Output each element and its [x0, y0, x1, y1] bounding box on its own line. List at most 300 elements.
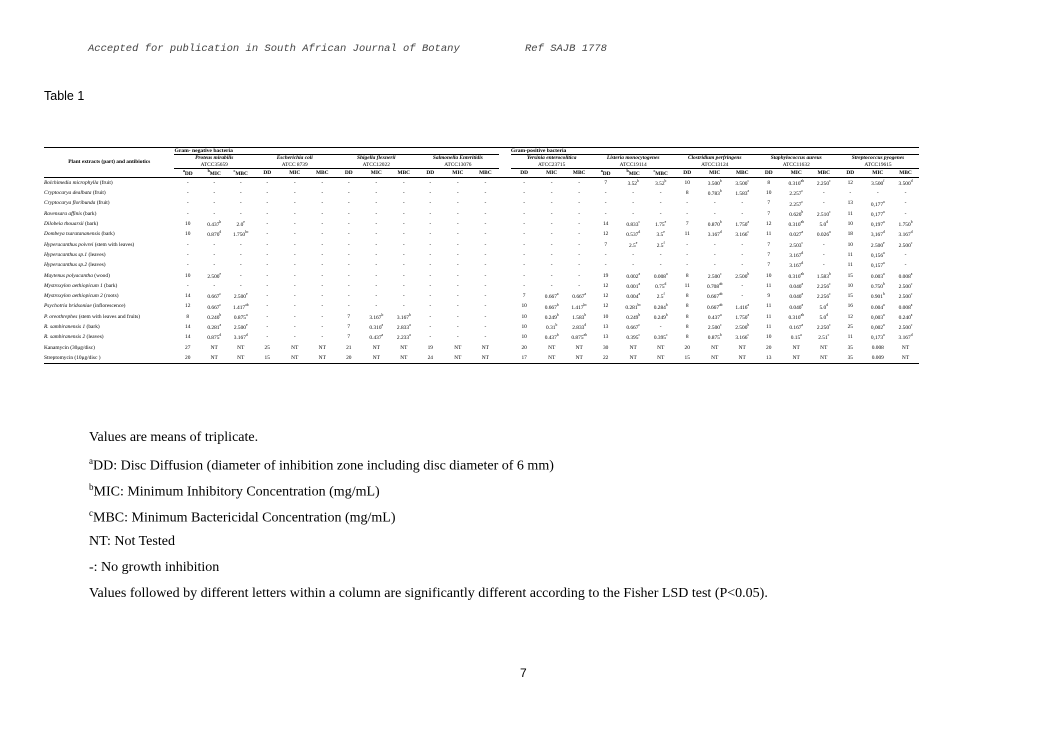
value-cell: 0.901$^b$: [870, 292, 885, 301]
value-cell: -: [402, 272, 405, 279]
table-row: [44, 301, 919, 311]
value-cell: NT: [901, 354, 910, 361]
value-cell: 5.0$^d$: [819, 312, 829, 321]
value-cell: 10: [185, 272, 191, 279]
value-cell: NT: [792, 344, 800, 351]
value-cell: -: [402, 251, 405, 258]
value-cell: -: [713, 262, 716, 269]
value-cell: -: [213, 241, 216, 248]
value-cell: 12: [847, 179, 853, 186]
value-cell: -: [321, 324, 324, 331]
value-cell: -: [604, 262, 607, 269]
value-cell: 10: [766, 190, 772, 197]
value-cell: -: [632, 200, 635, 207]
sub-header: DD: [263, 169, 272, 176]
value-cell: -: [347, 262, 350, 269]
value-cell: NT: [629, 354, 637, 361]
value-cell: NT: [481, 354, 489, 361]
value-cell: -: [686, 241, 689, 248]
value-cell: -: [578, 221, 581, 228]
value-cell: 2.500$^b$: [735, 323, 750, 331]
value-cell: 20: [521, 344, 527, 351]
organism-name: Yersinia enterocolitica: [526, 155, 577, 162]
value-cell: NT: [318, 344, 326, 351]
value-cell: -: [484, 190, 487, 197]
value-cell: -: [713, 251, 716, 258]
value-cell: -: [741, 241, 744, 248]
value-cell: -: [186, 282, 189, 289]
value-cell: -: [550, 251, 553, 258]
value-cell: 18: [847, 231, 853, 238]
value-cell: 7: [767, 241, 771, 248]
value-cell: 1.750$^b$: [898, 220, 913, 228]
value-cell: 0,197$^a$: [870, 220, 885, 228]
value-cell: 1.750$^a$: [735, 312, 750, 321]
value-cell: -: [239, 190, 242, 197]
value-cell: 8: [685, 293, 689, 300]
value-cell: 3.52$^b$: [627, 178, 639, 187]
value-cell: -: [550, 179, 553, 186]
value-cell: 8: [685, 334, 689, 341]
value-cell: 0.167$^a$: [789, 323, 804, 331]
value-cell: -: [321, 313, 324, 320]
value-cell: -: [686, 262, 689, 269]
value-cell: -: [484, 334, 487, 341]
value-cell: -: [456, 231, 459, 238]
value-cell: -: [347, 251, 350, 258]
value-cell: -: [293, 200, 296, 207]
table-notes: [89, 430, 768, 612]
value-cell: -: [456, 334, 459, 341]
value-cell: -: [456, 210, 459, 217]
value-cell: 14: [185, 334, 191, 341]
value-cell: NT: [820, 354, 828, 361]
value-cell: 3.167$^d$: [898, 333, 913, 342]
value-cell: -: [578, 241, 581, 248]
value-cell: -: [429, 303, 432, 310]
atcc-code: ATCC19114: [592, 162, 674, 169]
value-cell: 0.667$^{ab}$: [706, 302, 723, 311]
value-cell: -: [347, 200, 350, 207]
value-cell: -: [266, 251, 269, 258]
value-cell: -: [523, 221, 526, 228]
value-cell: -: [293, 293, 296, 300]
value-cell: 0.281$^{bc}$: [625, 302, 641, 311]
value-cell: -: [659, 251, 662, 258]
value-cell: -: [321, 200, 324, 207]
value-cell: -: [293, 241, 296, 248]
value-cell: 35: [847, 344, 853, 351]
value-cell: 0.249$^b$: [544, 312, 559, 321]
value-cell: -: [484, 231, 487, 238]
value-cell: -: [578, 251, 581, 258]
value-cell: -: [876, 190, 879, 197]
value-cell: -: [375, 303, 378, 310]
atcc-code: ATCC12022: [336, 162, 418, 169]
value-cell: -: [686, 200, 689, 207]
table-row: [44, 353, 919, 364]
value-cell: 10: [684, 179, 690, 186]
value-cell: 0.395$^c$: [653, 333, 668, 342]
value-cell: 5.0$^d$: [819, 220, 829, 228]
value-cell: -: [523, 190, 526, 197]
value-cell: 2.833$^a$: [396, 323, 411, 331]
extract-name: P. oreothrephes (stem with leaves and fruits): [44, 313, 141, 320]
value-cell: -: [484, 241, 487, 248]
value-cell: 14: [602, 221, 609, 228]
value-cell: 0.750$^b$: [870, 281, 885, 290]
value-cell: 0.040$^a$: [789, 302, 804, 311]
value-cell: NT: [711, 344, 719, 351]
value-cell: -: [321, 210, 324, 217]
value-cell: NT: [548, 354, 556, 361]
value-cell: -: [604, 210, 607, 217]
column-header-extracts: Plant extracts (part) and antibiotics: [68, 158, 151, 165]
value-cell: -: [686, 251, 689, 258]
value-cell: 10: [847, 241, 853, 248]
value-cell: -: [266, 272, 269, 279]
value-cell: -: [659, 324, 662, 331]
sub-header: MBC: [315, 169, 329, 176]
value-cell: 7: [767, 251, 771, 258]
value-cell: 13: [602, 324, 609, 331]
value-cell: 35: [847, 354, 853, 361]
extract-name: Dilobeia thouarsii (bark): [44, 221, 99, 228]
value-cell: NT: [454, 344, 462, 351]
value-cell: 10: [847, 221, 853, 228]
value-cell: 3.167$^b$: [396, 312, 411, 321]
value-cell: -: [429, 231, 432, 238]
atcc-code: ATCC19615: [837, 162, 919, 169]
value-cell: 7: [767, 210, 771, 217]
value-cell: 11: [766, 313, 772, 320]
page-number: 7: [520, 666, 527, 680]
value-cell: 0.009: [871, 354, 884, 361]
value-cell: -: [741, 200, 744, 207]
value-cell: -: [523, 200, 526, 207]
value-cell: -: [741, 293, 744, 300]
organism-name: Proteus mirabilis: [195, 155, 234, 162]
value-cell: -: [213, 282, 216, 289]
value-cell: 12: [602, 293, 609, 300]
value-cell: 10: [521, 324, 527, 331]
value-cell: -: [523, 251, 526, 258]
value-cell: -: [213, 200, 216, 207]
value-cell: -: [402, 241, 405, 248]
value-cell: -: [375, 282, 378, 289]
table-row: [44, 209, 919, 219]
value-cell: 2.503$^c$: [789, 240, 804, 249]
value-cell: -: [321, 293, 324, 300]
value-cell: -: [429, 324, 432, 331]
value-cell: -: [659, 262, 662, 269]
value-cell: -: [186, 241, 189, 248]
value-cell: 1.583$^a$: [735, 189, 750, 198]
gap-cell: [499, 219, 511, 229]
table-row: [44, 240, 919, 250]
organism-row: [44, 155, 919, 162]
value-cell: NT: [657, 344, 665, 351]
organism-name: Shigella flexnerii: [357, 155, 396, 162]
value-cell: 11: [847, 210, 853, 217]
value-cell: 5.0$^d$: [819, 302, 829, 311]
value-cell: -: [523, 272, 526, 279]
value-cell: 20: [185, 354, 191, 361]
value-cell: 10: [766, 272, 772, 279]
value-cell: 3.167$^b$: [369, 312, 384, 321]
value-cell: -: [347, 210, 350, 217]
value-cell: 25: [264, 344, 270, 351]
organism-name: Escherichia coli: [276, 155, 313, 162]
table-row: [44, 343, 919, 353]
value-cell: -: [713, 210, 716, 217]
value-cell: -: [266, 293, 269, 300]
value-cell: 0.437$^b$: [207, 220, 222, 228]
value-cell: -: [266, 221, 269, 228]
gap-cell: [499, 229, 511, 239]
value-cell: 2.500$^b$: [735, 271, 750, 280]
value-cell: 10: [521, 303, 527, 310]
gap-cell: [499, 148, 511, 155]
value-cell: -: [429, 313, 432, 320]
value-cell: -: [741, 210, 744, 217]
value-cell: -: [523, 241, 526, 248]
value-cell: -: [456, 313, 459, 320]
value-cell: -: [347, 179, 350, 186]
value-cell: -: [375, 262, 378, 269]
value-cell: 11: [847, 251, 853, 258]
value-cell: 3,167$^d$: [870, 230, 885, 239]
extract-name: Ravensara affinis (bark): [44, 210, 97, 217]
value-cell: 17: [521, 354, 527, 361]
value-cell: 0,003$^a$: [870, 312, 885, 321]
value-cell: 13: [766, 354, 772, 361]
value-cell: 1.750$^{bc}$: [232, 230, 249, 239]
value-cell: NT: [400, 354, 408, 361]
value-cell: -: [741, 251, 744, 258]
gap-cell: [499, 291, 511, 301]
value-cell: NT: [481, 344, 489, 351]
value-cell: 0.008$^a$: [898, 271, 913, 280]
value-cell: -: [456, 262, 459, 269]
extract-name: Hyperacanthus sp.1 (leaves): [44, 251, 106, 258]
gap-cell: [499, 260, 511, 270]
value-cell: -: [904, 190, 907, 197]
value-cell: -: [578, 179, 581, 186]
value-cell: 0.667$^a$: [572, 292, 587, 301]
value-cell: 0.004$^a$: [626, 292, 641, 301]
value-cell: -: [266, 262, 269, 269]
gap-cell: [499, 240, 511, 250]
value-cell: 19: [602, 272, 609, 279]
value-cell: 0.008$^a$: [898, 302, 913, 311]
sub-header: MIC: [709, 169, 721, 176]
value-cell: 7: [767, 262, 771, 269]
value-cell: 2.250$^c$: [816, 323, 831, 331]
value-cell: -: [484, 221, 487, 228]
subheader-row: [44, 168, 919, 177]
sub-header: DD: [683, 169, 692, 176]
value-cell: 7: [347, 324, 351, 331]
gap-cell: [499, 168, 511, 177]
value-cell: -: [293, 210, 296, 217]
value-cell: 0.708$^{ab}$: [706, 281, 723, 290]
value-cell: NT: [210, 344, 218, 351]
value-cell: 2.5$^f$: [656, 240, 665, 249]
sub-header: MIC: [370, 169, 382, 176]
value-cell: -: [347, 293, 350, 300]
value-cell: -: [429, 241, 432, 248]
value-cell: -: [904, 210, 907, 217]
sub-header: DD: [846, 169, 855, 176]
value-cell: 2.500e: [233, 323, 248, 331]
value-cell: -: [429, 200, 432, 207]
value-cell: -: [456, 293, 459, 300]
value-cell: -: [604, 200, 607, 207]
value-cell: -: [578, 231, 581, 238]
value-cell: -: [550, 282, 553, 289]
value-cell: 10: [766, 334, 772, 341]
value-cell: 0.31$^b$: [546, 323, 558, 331]
value-cell: -: [375, 200, 378, 207]
value-cell: 0.875$^b$: [707, 333, 722, 342]
value-cell: -: [402, 190, 405, 197]
value-cell: NT: [237, 354, 245, 361]
value-cell: -: [578, 190, 581, 197]
value-cell: -: [659, 190, 662, 197]
value-cell: -: [550, 262, 553, 269]
gap-cell: [499, 198, 511, 208]
atcc-code: ATCC23715: [511, 162, 593, 169]
value-cell: -: [293, 334, 296, 341]
value-cell: -: [239, 200, 242, 207]
value-cell: -: [550, 190, 553, 197]
value-cell: -: [713, 200, 716, 207]
value-cell: -: [456, 303, 459, 310]
value-cell: NT: [372, 354, 380, 361]
value-cell: -: [239, 241, 242, 248]
value-cell: 15: [847, 293, 853, 300]
gap-cell: [499, 353, 511, 364]
value-cell: -: [822, 200, 825, 207]
value-cell: 2.256$^c$: [816, 292, 831, 301]
value-cell: 11: [684, 231, 690, 238]
value-cell: -: [375, 272, 378, 279]
value-cell: -: [402, 200, 405, 207]
sub-header: $^a$DD: [600, 168, 611, 177]
gap-cell: [499, 250, 511, 260]
value-cell: -: [429, 190, 432, 197]
value-cell: -: [429, 221, 432, 228]
value-cell: 10: [521, 334, 527, 341]
value-cell: NT: [318, 354, 326, 361]
value-cell: 2.833$^d$: [572, 323, 587, 331]
gap-cell: [499, 271, 511, 281]
value-cell: 11: [847, 334, 853, 341]
value-cell: -: [239, 282, 242, 289]
value-cell: -: [321, 282, 324, 289]
value-cell: 3.167$^d$: [789, 261, 804, 270]
value-cell: 12: [602, 282, 609, 289]
sub-header: MIC: [790, 169, 802, 176]
value-cell: -: [321, 241, 324, 248]
sub-header: DD: [344, 169, 353, 176]
sub-header: MIC: [289, 169, 301, 176]
value-cell: 1.75e: [655, 220, 667, 228]
value-cell: -: [293, 262, 296, 269]
value-cell: 0.537$^d$: [626, 230, 641, 239]
value-cell: 0.249$^b$: [626, 312, 641, 321]
value-cell: -: [429, 210, 432, 217]
value-cell: 0.040$^a$: [789, 281, 804, 290]
extract-name: Kanamycin (30μg/disc): [44, 344, 95, 351]
value-cell: -: [429, 272, 432, 279]
value-cell: -: [484, 262, 487, 269]
sub-header: MIC: [452, 169, 464, 176]
value-cell: -: [904, 262, 907, 269]
gap-cell: [499, 322, 511, 332]
value-cell: 8: [685, 190, 689, 197]
value-cell: 2.500$^c$: [707, 271, 722, 280]
value-cell: -: [550, 272, 553, 279]
value-cell: -: [604, 251, 607, 258]
value-cell: 0.002$^a$: [626, 271, 641, 280]
value-cell: -: [523, 262, 526, 269]
gap-cell: [499, 162, 511, 169]
value-cell: -: [375, 251, 378, 258]
value-cell: -: [347, 303, 350, 310]
value-cell: -: [578, 210, 581, 217]
value-cell: 11: [766, 324, 772, 331]
extract-name: Hyperacanthus poivrei (stem with leaves): [44, 241, 135, 248]
value-cell: 2.5$^f$: [656, 292, 665, 301]
gram-positive-label: Gram-positive bacteria: [511, 148, 919, 155]
table-row: [44, 271, 919, 281]
value-cell: 0.875$^{ab}$: [571, 333, 587, 342]
value-cell: -: [632, 190, 635, 197]
gap-cell: [499, 343, 511, 353]
value-cell: 19: [427, 344, 433, 351]
organism-name: Salmonella Enteritidis: [432, 155, 483, 162]
extract-name: Maytenus polyacantha (wood): [44, 272, 110, 279]
table-row: [44, 250, 919, 260]
value-cell: 0.310$^{ab}$: [788, 178, 805, 187]
organism-name: Staphylococcus aureus: [770, 155, 822, 162]
gap-cell: [499, 312, 511, 322]
sub-header: MIC: [546, 169, 558, 176]
organism-name: Clostridium perfringens: [687, 155, 742, 162]
value-cell: -: [402, 282, 405, 289]
sub-header: $^b$MIC: [207, 168, 221, 177]
value-cell: -: [822, 241, 825, 248]
value-cell: -: [523, 282, 526, 289]
atcc-code: ATCC 8739: [254, 162, 336, 169]
group-header-row: [44, 148, 919, 155]
value-cell: NT: [711, 354, 719, 361]
table-label: Table 1: [44, 89, 85, 103]
value-cell: 3.500$^d$: [898, 178, 913, 187]
value-cell: 3.500$^f$: [871, 178, 885, 187]
value-cell: 0.667$^b$: [544, 302, 559, 311]
value-cell: 7: [604, 179, 608, 186]
table-row: [44, 260, 919, 270]
value-cell: -: [266, 282, 269, 289]
value-cell: 20: [766, 344, 772, 351]
value-cell: -: [741, 282, 744, 289]
value-cell: 0.310$^{ab}$: [788, 271, 805, 280]
value-cell: 3.167$^d$: [233, 333, 248, 342]
value-cell: 24: [427, 354, 433, 361]
